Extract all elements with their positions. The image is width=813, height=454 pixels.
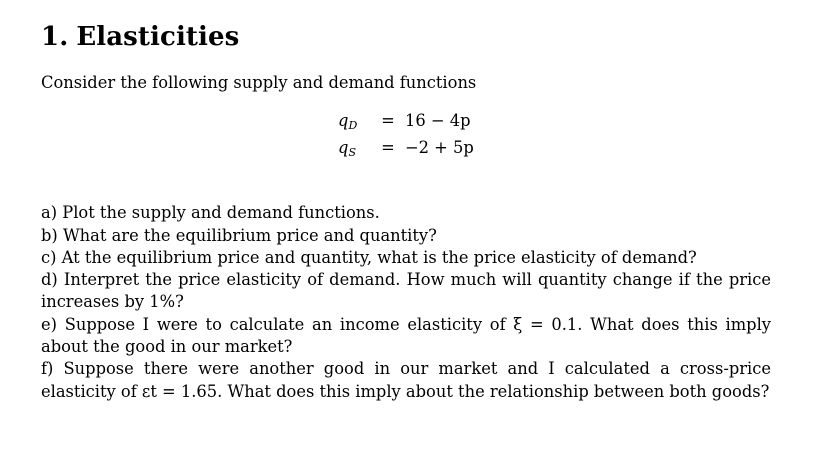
question-d: d) Interpret the price elasticity of demand. How much will quantity change if the price increases by 1%? [41, 270, 771, 312]
section-title: Elasticities [76, 22, 240, 52]
equals-sign: = [381, 138, 395, 158]
question-b: b) What are the equilibrium price and quantity? [41, 225, 437, 245]
section-number: 1. [41, 22, 69, 52]
question-f: f) Suppose there were another good in our market and I calculated a cross-price elasticity of εt = 1.65. What does this imply about the relationship between both goods? [41, 359, 771, 401]
equals-sign: = [381, 111, 395, 131]
question-list [41, 202, 771, 403]
question-e: e) Suppose I were to calculate an income elasticity of ξ = 0.1. What does this imply about the good in our market? [41, 314, 771, 357]
intro-paragraph: Consider the following supply and demand functions [41, 73, 477, 92]
question-a: a) Plot the supply and demand functions. [41, 203, 380, 223]
section-heading [41, 20, 771, 54]
equation-rhs: −2 + 5p [405, 138, 474, 158]
supply-equation [41, 137, 771, 159]
equation-lhs: $q_S$ [338, 138, 356, 160]
demand-equation [41, 110, 771, 132]
equation-lhs: $q_D$ [338, 111, 358, 133]
equation-rhs: 16 − 4p [405, 111, 471, 131]
question-c: c) At the equilibrium price and quantity, what is the price elasticity of demand? [41, 247, 697, 267]
equation-block [41, 110, 771, 162]
document-page [41, 20, 771, 403]
